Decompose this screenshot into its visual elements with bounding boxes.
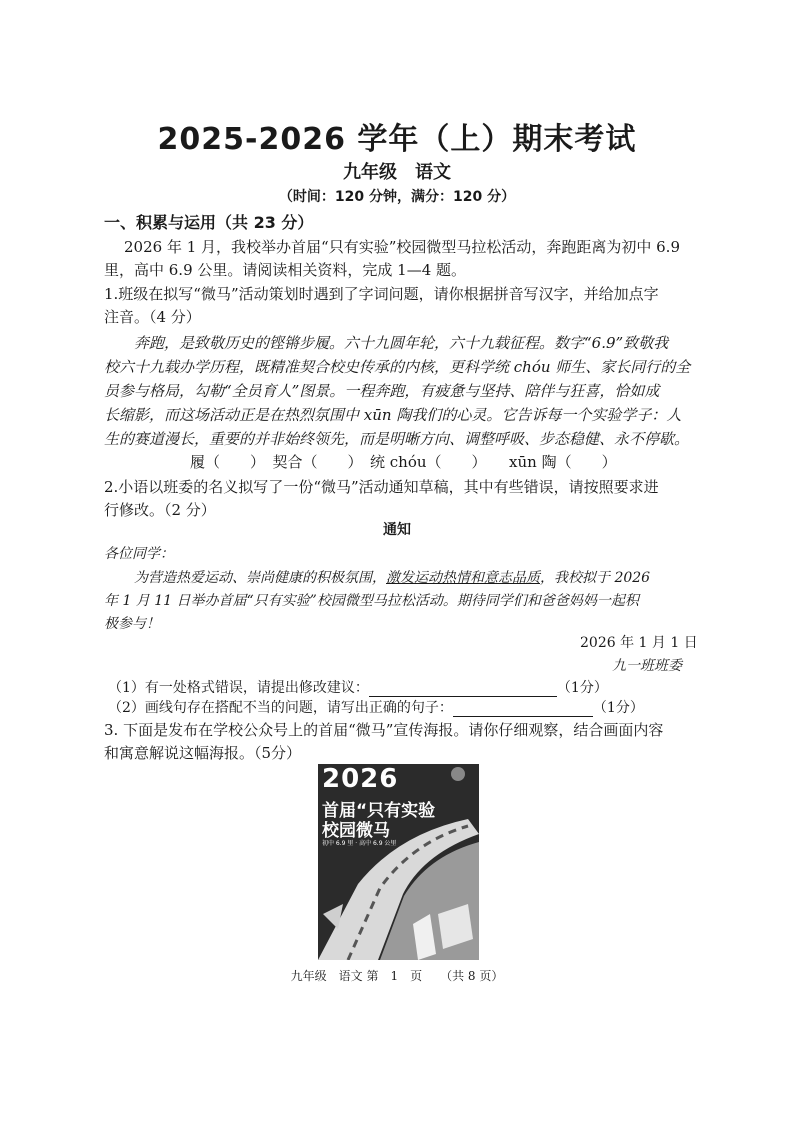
q2-sub1	[108, 677, 608, 697]
q1-prompt-line-1: 1.班级在拟写“微马”活动策划时遇到了字词问题，请你根据拼音写汉字，并给加点字	[104, 285, 659, 303]
notice-signer: 九一班班委	[612, 658, 682, 674]
q3-prompt-line-2: 和寓意解说这幅海报。（5分）	[104, 744, 302, 762]
poster-year: 2026	[322, 764, 399, 794]
notice-body-line-1	[134, 567, 650, 587]
poster-small-text: 初中 6.9 里 · 高中 6.9 公里	[322, 840, 397, 847]
q1-prompt-line-2: 注音。（4 分）	[104, 308, 201, 326]
poster-title-line-1: 首届“只有实验	[322, 801, 436, 821]
q2-prompt-line-1: 2.小语以班委的名义拟写了一份“微马”活动通知草稿，其中有些错误，请按照要求进	[104, 478, 659, 496]
q2-sub2	[108, 697, 644, 717]
q1-passage-line: 员参与格局，勾勒“全员育人”图景。一程奔跑，有疲惫与坚持、陪伴与狂喜，恰如成	[104, 382, 660, 400]
q1-passage-line: 生的赛道漫长，重要的并非始终领先，而是明晰方向、调整呼吸、步态稳健、永不停歇。	[104, 430, 690, 448]
notice-body-post: ，我校拟于 2026	[540, 570, 651, 586]
q1-passage-line: 长缩影，而这场活动正是在热烈氛围中 xūn 陶我们的心灵。它告诉每一个实验学子：人	[104, 406, 682, 424]
notice-body-line-2: 年 1 月 11 日举办首届“只有实验”校园微型马拉松活动。期待同学们和爸爸妈妈一起积	[104, 593, 639, 609]
intro-line-2: 里，高中 6.9 公里。请阅读相关资料，完成 1—4 题。	[104, 261, 467, 279]
q2-sub2-score: （1分）	[592, 700, 644, 716]
q2-prompt-line-2: 行修改。（2 分）	[104, 501, 216, 519]
q1-passage-line: 校六十九载办学历程，既精准契合校史传承的内核，更科学统 chóu 师生、家长同行的全	[104, 358, 691, 376]
section-heading: 一、积累与运用（共 23 分）	[104, 213, 314, 232]
poster-title-line-2: 校园微马	[322, 821, 390, 841]
answer-blank[interactable]	[369, 682, 557, 697]
exam-subject: 九年级 语文	[343, 162, 451, 183]
notice-body-pre: 为营造热爱运动、崇尚健康的积极氛围，	[134, 570, 386, 586]
page-footer: 九年级 语文 第 1 页 （共 8 页）	[290, 969, 504, 983]
q3-prompt-line-1: 3. 下面是发布在学校公众号上的首届“微马”宣传海报。请你仔细观察，结合画面内容	[104, 721, 664, 739]
marathon-poster	[318, 764, 479, 960]
exam-title: 2025-2026 学年（上）期末考试	[157, 122, 637, 157]
notice-body-line-3: 极参与！	[104, 616, 160, 632]
notice-date: 2026 年 1 月 1 日	[580, 635, 698, 651]
notice-greeting: 各位同学：	[104, 546, 174, 562]
q2-sub1-score: （1分）	[556, 680, 608, 696]
notice-title: 通知	[383, 522, 411, 538]
q2-sub2-text: （2）画线句存在搭配不当的问题，请写出正确的句子：	[108, 700, 453, 716]
answer-blank[interactable]	[453, 702, 593, 717]
q1-passage-line: 奔跑，是致敬历史的铿锵步履。六十九圆年轮，六十九载征程。数字“6.9”致敬我	[134, 334, 669, 352]
intro-line-1: 2026 年 1 月，我校举办首届“只有实验”校园微型马拉松活动，奔跑距离为初中 6.9	[124, 238, 680, 256]
notice-underlined-sentence: 激发运动热情和意志品质	[386, 570, 540, 586]
q2-sub1-text: （1）有一处格式错误，请提出修改建议：	[108, 680, 369, 696]
q1-answer-blanks: 履（ ） 契合（ ） 统 chóu（ ） xūn 陶（ ）	[190, 453, 617, 471]
exam-meta: （时间：120 分钟，满分：120 分）	[278, 189, 516, 205]
